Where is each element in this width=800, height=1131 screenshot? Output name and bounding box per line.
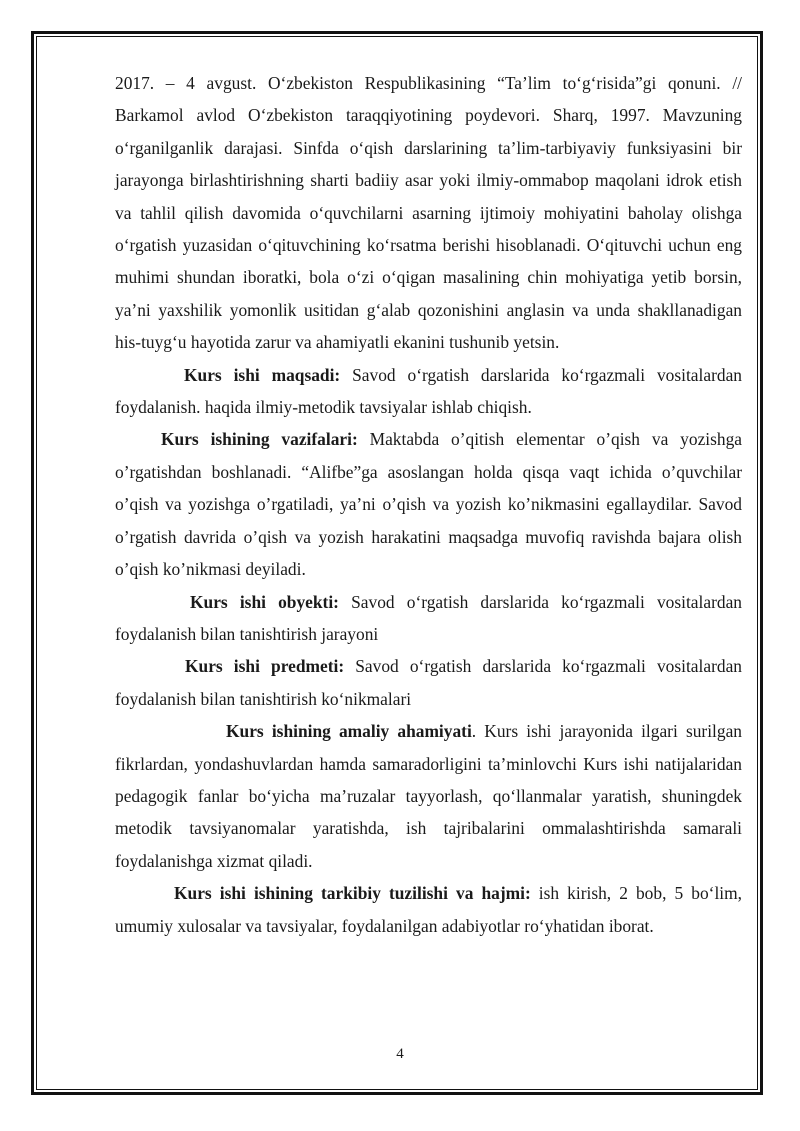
course-goal-text: Savod o‘rgatish darslarida ko‘rgazmali vositalardan foydalanish. haqida ilmiy-metodik tavsiyalar ishlab chiqish. bbox=[115, 364, 742, 418]
paragraph-course-goal bbox=[115, 359, 742, 424]
page-number: 4 bbox=[396, 1046, 404, 1062]
paragraph-course-tasks bbox=[115, 423, 742, 585]
course-goal-heading: Kurs ishi maqsadi: bbox=[184, 364, 341, 385]
course-tasks-text: Maktabda o’qitish elementar o’qish va yozishga o’rgatishdan boshlanadi. “Alifbe”ga asoslangan holda qisqa vaqt ichida o’quvchilar o’qish va yozishga o’rgatiladi, ya’ni o’qish va yozish ko’nikmasini egallaydilar. Savod o’rgatish davrida o’qish va yozish harakatini maqsadga muvofiq ravishda bajara olish o’qish ko’nikmasi deyiladi. bbox=[115, 429, 742, 580]
paragraph-structure bbox=[115, 877, 742, 942]
structure-heading: Kurs ishi ishining tarkibiy tuzilishi va hajmi: bbox=[174, 883, 531, 904]
paragraph-course-object bbox=[115, 586, 742, 651]
course-subject-text: Savod o‘rgatish darslarida ko‘rgazmali vositalardan foydalanish bilan tanishtirish ko‘nikmalari bbox=[115, 656, 742, 709]
paragraph-course-subject bbox=[115, 650, 742, 715]
structure-text: ish kirish, 2 bob, 5 bo‘lim, umumiy xulosalar va tavsiyalar, foydalanilgan adabiyotlar ro‘yhatidan iborat. bbox=[115, 883, 742, 936]
course-object-text: Savod o‘rgatish darslarida ko‘rgazmali vositalardan foydalanish bilan tanishtirish jarayoni bbox=[115, 591, 742, 644]
course-object-heading: Kurs ishi obyekti: bbox=[190, 591, 339, 612]
course-tasks-heading: Kurs ishining vazifalari: bbox=[161, 429, 358, 450]
paragraph-intro bbox=[115, 67, 742, 359]
practical-significance-heading: Kurs ishining amaliy ahamiyati bbox=[226, 721, 472, 742]
paragraph-intro-text: 2017. – 4 avgust. O‘zbekiston Respublikasining “Ta’lim to‘g‘risida”gi qonuni. // Barkamol avlod O‘zbekiston taraqqiyotining poydevori. Sharq, 1997. Mavzuning o‘rganilganlik darajasi. Sinfda o‘qish darslarining ta’lim-tarbiyaviy funksiyasini bir jarayonga birlashtirishning sharti badiiy asar yoki ilmiy-ommabop maqolani idrok etish va tahlil qilish davomida o‘quvchilarni asarning ijtimoiy mohiyatini baholay olishga o‘rgatish yuzasidan o‘qituvchining ko‘rsatma berishi hisoblanadi. O‘qituvchi uchun eng muhimi shundan iboratki, bola o‘zi o‘qigan masalining chin mohiyatiga yetib borsin, ya’ni yaxshilik yomonlik usitidan g‘alab qozonishini anglasin va unda shakllanadigan his-tuyg‘u hayotida zarur va ahamiyatli ekanini tushunib yetsin. bbox=[115, 73, 742, 353]
paragraph-practical-significance bbox=[115, 715, 742, 877]
practical-significance-text: . Kurs ishi jarayonida ilgari surilgan fikrlardan, yondashuvlardan hamda samaradorligini ta’minlovchi Kurs ishi natijalaridan pedagogik fanlar bo‘yicha ma’ruzalar tayyorlash, qo‘llanmalar yaratish, shuningdek metodik tavsiyanomalar yaratishda, ish tajribalarini ommalashtirishda samarali foydalanishga xizmat qiladi. bbox=[115, 721, 742, 871]
document-body bbox=[115, 67, 742, 942]
course-subject-heading: Kurs ishi predmeti: bbox=[185, 656, 345, 677]
